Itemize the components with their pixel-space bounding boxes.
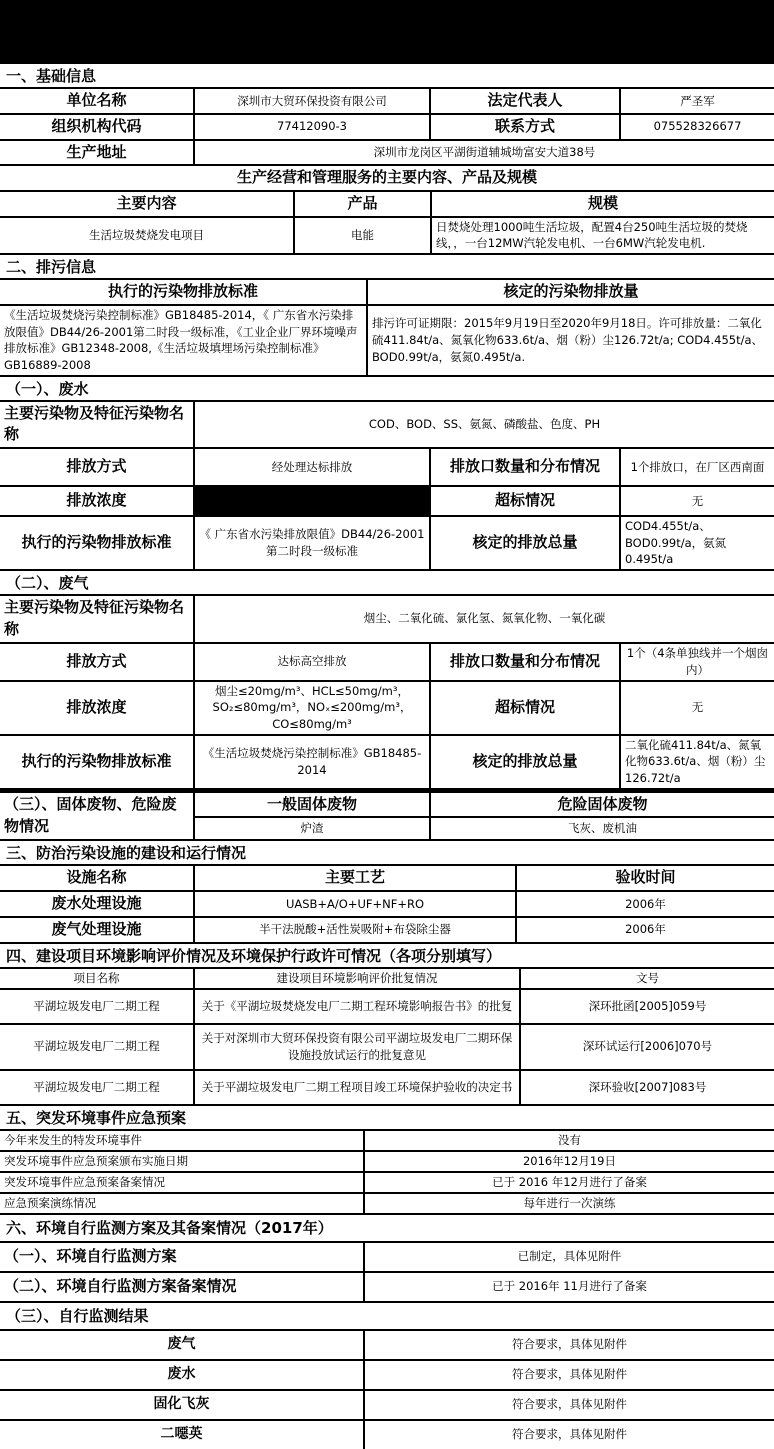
legal-rep-label: 法定代表人	[431, 89, 619, 113]
facility-name: 废水处理设施	[0, 892, 193, 916]
emergency-label: 今年来发生的特发环境事件	[0, 1131, 363, 1150]
emergency-label: 突发环境事件应急预案颁布实施日期	[0, 1152, 363, 1171]
monitoring-filing-row	[0, 1273, 774, 1301]
wastegas-exceedance-value: 无	[621, 682, 774, 734]
product-column-label: 产品	[295, 192, 430, 216]
address-label: 生产地址	[0, 141, 193, 165]
section6-title: 六、环境自行监测方案及其备案情况（2017年）	[0, 1215, 774, 1241]
contact-value: 075528326677	[621, 115, 774, 139]
content-column-label: 主要内容	[0, 192, 293, 216]
facility-name-header: 设施名称	[0, 866, 193, 890]
org-code-value: 77412090-3	[195, 115, 429, 139]
emergency-row-2	[0, 1152, 774, 1171]
result-row-dioxin	[0, 1421, 774, 1449]
business-values-row	[0, 218, 774, 253]
result-item: 废气	[0, 1331, 363, 1359]
wastegas-exceedance-label: 超标情况	[431, 682, 619, 734]
wastegas-concentration-label: 排放浓度	[0, 682, 193, 734]
emergency-value: 2016年12月19日	[365, 1152, 774, 1171]
project-name: 平湖垃圾发电厂二期工程	[0, 1071, 193, 1104]
wastewater-concentration-redacted	[195, 487, 429, 515]
doc-number: 深环验收[2007]083号	[521, 1071, 774, 1104]
scale-value: 日焚烧处理1000吨生活垃圾，配置4台250吨生活垃圾的焚烧线，，一台12MW汽轮发电机、一台6MW汽轮发电机.	[432, 218, 774, 253]
org-code-label: 组织机构代码	[0, 115, 193, 139]
business-header-row	[0, 166, 774, 190]
unit-name-label: 单位名称	[0, 89, 193, 113]
wastegas-standard-row	[0, 736, 774, 788]
hazardous-solid-waste-header: 危险固体废物	[431, 793, 774, 817]
result-status: 符合要求，具体见附件	[365, 1361, 774, 1389]
acceptance-date-header: 验收时间	[517, 866, 774, 890]
wastewater-pollutants-row	[0, 402, 774, 448]
result-status: 符合要求，具体见附件	[365, 1391, 774, 1419]
wastegas-method-label: 排放方式	[0, 644, 193, 680]
wastegas-pollutants-row	[0, 596, 774, 642]
wastewater-standard-value: 《 广东省水污染排放限值》DB44/26-2001第二时段一级标准	[195, 517, 429, 569]
emergency-label: 突发环境事件应急预案备案情况	[0, 1173, 363, 1192]
result-item: 二噁英	[0, 1421, 363, 1449]
emergency-label: 应急预案演练情况	[0, 1194, 363, 1213]
wastewater-pollutants-value: COD、BOD、SS、氨氮、磷酸盐、色度、PH	[195, 402, 774, 448]
doc-number: 深环试运行[2006]070号	[521, 1025, 774, 1069]
approval-text: 关于平湖垃圾发电厂二期工程项目竣工环境保护验收的决定书	[195, 1071, 519, 1104]
amounts-text: 排污许可证期限：2015年9月19日至2020年9月18日。许可排放量：二氧化硫411.84t/a、氮氧化物633.6t/a、烟（粉）尘126.72t/a; COD4.455t/a、BOD0.99t/a，氨氮0.495t/a.	[368, 306, 774, 375]
section1-title: 一、基础信息	[0, 64, 774, 87]
result-item: 废水	[0, 1361, 363, 1389]
wastegas-concentration-value: 烟尘≤20mg/m³、HCL≤50mg/m³，SO₂≤80mg/m³，NOₓ≤200mg/m³，CO≤80mg/m³	[195, 682, 429, 734]
monitoring-plan-label: （一）、环境自行监测方案	[0, 1243, 363, 1271]
result-row-flyash	[0, 1391, 774, 1419]
monitoring-plan-value: 已制定，具体见附件	[365, 1243, 774, 1271]
process-header: 主要工艺	[195, 866, 515, 890]
amounts-header: 核定的污染物排放量	[368, 280, 774, 304]
eia-header-row	[0, 969, 774, 988]
solid-waste-label: （三）、固体废物、危险废物情况	[0, 793, 193, 840]
contact-label: 联系方式	[431, 115, 619, 139]
project-name: 平湖垃圾发电厂二期工程	[0, 1025, 193, 1069]
project-name-header: 项目名称	[0, 969, 193, 988]
eia-row-3	[0, 1071, 774, 1104]
doc-number: 深环批函[2005]059号	[521, 990, 774, 1023]
emergency-value: 每年进行一次演练	[365, 1194, 774, 1213]
wastegas-total-label: 核定的排放总量	[431, 736, 619, 788]
eia-row-2	[0, 1025, 774, 1069]
result-row-water	[0, 1361, 774, 1389]
monitoring-filing-label: （二）、环境自行监测方案备案情况	[0, 1273, 363, 1301]
wastewater-concentration-row	[0, 487, 774, 515]
basic-info-row-2	[0, 115, 774, 139]
section2-title: 二、排污信息	[0, 255, 774, 278]
wastewater-title: （一）、废水	[0, 377, 774, 400]
wastewater-method-value: 经处理达标排放	[195, 449, 429, 485]
wastegas-pollutants-label: 主要污染物及特征污染物名称	[0, 596, 193, 642]
wastewater-pollutants-label: 主要污染物及特征污染物名称	[0, 402, 193, 448]
basic-info-address-row	[0, 141, 774, 165]
wastewater-exceedance-value: 无	[621, 487, 774, 515]
facility-process: UASB+A/O+UF+NF+RO	[195, 892, 515, 916]
general-solid-waste-header: 一般固体废物	[195, 793, 429, 817]
emission-info-body-row	[0, 306, 774, 375]
wastegas-title: （二）、废气	[0, 571, 774, 594]
wastewater-outlet-label: 排放口数量和分布情况	[431, 449, 619, 485]
solid-waste-table	[0, 793, 774, 840]
wastegas-outlet-label: 排放口数量和分布情况	[431, 644, 619, 680]
address-value: 深圳市龙岗区平湖街道辅城坳富安大道38号	[195, 141, 774, 165]
monitoring-filing-value: 已于 2016年 11月进行了备案	[365, 1273, 774, 1301]
result-status: 符合要求，具体见附件	[365, 1331, 774, 1359]
facility-row-wastegas	[0, 918, 774, 942]
result-item: 固化飞灰	[0, 1391, 363, 1419]
facility-date: 2006年	[517, 918, 774, 942]
facility-date: 2006年	[517, 892, 774, 916]
scale-column-label: 规模	[432, 192, 774, 216]
content-value: 生活垃圾焚烧发电项目	[0, 218, 293, 253]
doc-number-header: 文号	[521, 969, 774, 988]
legal-rep-value: 严圣军	[621, 89, 774, 113]
wastegas-outlet-value: 1个（4条单独线并一个烟囱内）	[621, 644, 774, 680]
facility-header-row	[0, 866, 774, 890]
wastegas-method-value: 达标高空排放	[195, 644, 429, 680]
wastewater-method-row	[0, 449, 774, 485]
wastegas-pollutants-value: 烟尘、二氧化硫、氯化氢、氮氧化物、一氧化碳	[195, 596, 774, 642]
facility-name: 废气处理设施	[0, 918, 193, 942]
wastewater-standard-label: 执行的污染物排放标准	[0, 517, 193, 569]
emergency-value: 没有	[365, 1131, 774, 1150]
wastewater-method-label: 排放方式	[0, 449, 193, 485]
wastewater-standard-row	[0, 517, 774, 569]
wastewater-concentration-label: 排放浓度	[0, 487, 193, 515]
wastewater-total-value: COD4.455t/a、BOD0.99t/a，氨氮0.495t/a	[621, 517, 774, 569]
wastewater-exceedance-label: 超标情况	[431, 487, 619, 515]
business-columns-header	[0, 192, 774, 216]
emergency-value: 已于 2016 年12月进行了备案	[365, 1173, 774, 1192]
result-status: 符合要求，具体见附件	[365, 1421, 774, 1449]
redacted-header-band	[0, 0, 774, 62]
hazardous-solid-waste-value: 飞灰、废机油	[431, 818, 774, 839]
facility-row-wastewater	[0, 892, 774, 916]
product-value: 电能	[295, 218, 430, 253]
wastewater-outlet-value: 1个排放口，在厂区西南面	[621, 449, 774, 485]
wastegas-total-value: 二氧化硫411.84t/a、氮氧化物633.6t/a、烟（粉）尘126.72t/a	[621, 736, 774, 788]
facility-process: 半干法脱酸+活性炭吸附+布袋除尘器	[195, 918, 515, 942]
project-name: 平湖垃圾发电厂二期工程	[0, 990, 193, 1023]
section5-title: 五、突发环境事件应急预案	[0, 1106, 774, 1129]
unit-name-value: 深圳市大贸环保投资有限公司	[195, 89, 429, 113]
monitoring-results-title: （三）、自行监测结果	[0, 1303, 774, 1329]
emergency-row-4	[0, 1194, 774, 1213]
emergency-row-3	[0, 1173, 774, 1192]
wastewater-total-label: 核定的排放总量	[431, 517, 619, 569]
general-solid-waste-value: 炉渣	[195, 818, 429, 839]
approval-header: 建设项目环境影响评价批复情况	[195, 969, 519, 988]
standards-header: 执行的污染物排放标准	[0, 280, 366, 304]
section4-title: 四、建设项目环境影响评价情况及环境保护行政许可情况（各项分别填写）	[0, 944, 774, 967]
approval-text: 关于对深圳市大贸环保投资有限公司平湖垃圾发电厂二期环保设施投放试运行的批复意见	[195, 1025, 519, 1069]
business-header: 生产经营和管理服务的主要内容、产品及规模	[0, 166, 774, 190]
wastegas-standard-label: 执行的污染物排放标准	[0, 736, 193, 788]
monitoring-plan-row	[0, 1243, 774, 1271]
approval-text: 关于《平湖垃圾焚烧发电厂二期工程环境影响报告书》的批复	[195, 990, 519, 1023]
wastegas-standard-value: 《生活垃圾焚烧污染控制标准》GB18485-2014	[195, 736, 429, 788]
standards-text: 《生活垃圾焚烧污染控制标准》GB18485-2014，《 广东省水污染排放限值》DB44/26-2001第二时段一级标准，《工业企业厂界环境噪声排放标准》GB12348-2008,《生活垃圾填埋场污染控制标准》GB16889-2008	[0, 306, 366, 375]
eia-row-1	[0, 990, 774, 1023]
wastegas-concentration-row	[0, 682, 774, 734]
basic-info-row-1	[0, 89, 774, 113]
emergency-row-1	[0, 1131, 774, 1150]
emission-info-header-row	[0, 280, 774, 304]
section3-title: 三、防治污染设施的建设和运行情况	[0, 841, 774, 864]
wastegas-method-row	[0, 644, 774, 680]
result-row-gas	[0, 1331, 774, 1359]
